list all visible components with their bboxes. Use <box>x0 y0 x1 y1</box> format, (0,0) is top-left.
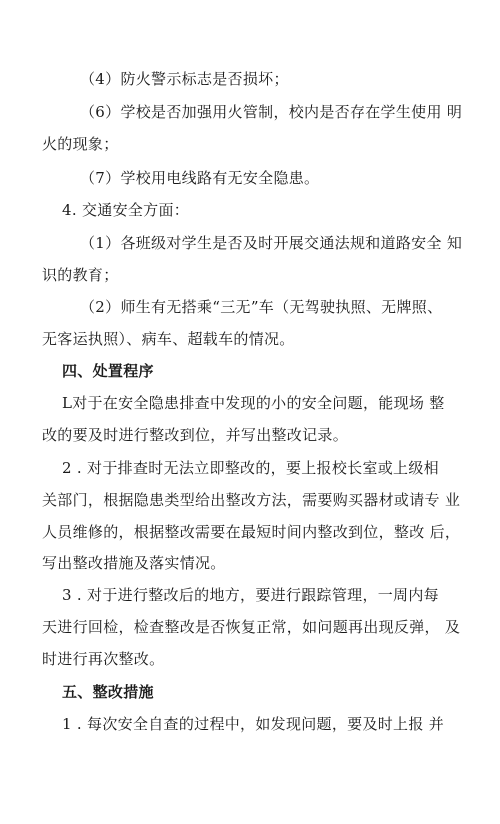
text-line: 识的教育； <box>42 266 119 284</box>
text-line: 天进行回检，检查整改是否恢复正常，如问题再出现反弹， 及 <box>42 618 461 636</box>
text-line: （1）各班级对学生是否及时开展交通法规和道路安全 知 <box>80 234 463 252</box>
text-line: 2 . 对于排查时无法立即整改的，要上报校长室或上级相 <box>62 459 439 477</box>
text-line: 关部门，根据隐患类型给出整改方法，需要购买器材或请专 业 <box>42 491 461 509</box>
text-line: 3 . 对于进行整改后的地方，要进行跟踪管理，一周内每 <box>62 586 439 604</box>
text-line: （4）防火警示标志是否损坏； <box>80 70 289 88</box>
text-line: 1 . 每次安全自查的过程中，如发现问题，要及时上报 并 <box>62 715 445 733</box>
text-line: 时进行再次整改。 <box>42 650 165 668</box>
section-heading: 五、整改措施 <box>62 683 154 701</box>
text-line: 无客运执照）、病车、超载车的情况。 <box>42 330 295 348</box>
text-line: 火的现象； <box>42 135 119 153</box>
text-line: 写出整改措施及落实情况。 <box>42 554 226 572</box>
section-heading: 4. 交通安全方面： <box>62 201 190 219</box>
text-line: L对于在安全隐患排查中发现的小的安全问题，能现场 整 <box>62 394 445 412</box>
text-line: 人员维修的，根据整改需要在最短时间内整改到位，整改 后， <box>42 523 461 541</box>
text-line: 改的要及时进行整改到位，并写出整改记录。 <box>42 426 349 444</box>
section-heading: 四、处置程序 <box>62 362 154 380</box>
text-line: （7）学校用电线路有无安全隐患。 <box>80 169 320 187</box>
text-line: （2）师生有无搭乘“三无”车（无驾驶执照、无牌照、 <box>80 298 443 316</box>
text-line: （6）学校是否加强用火管制，校内是否存在学生使用 明 <box>80 103 463 121</box>
